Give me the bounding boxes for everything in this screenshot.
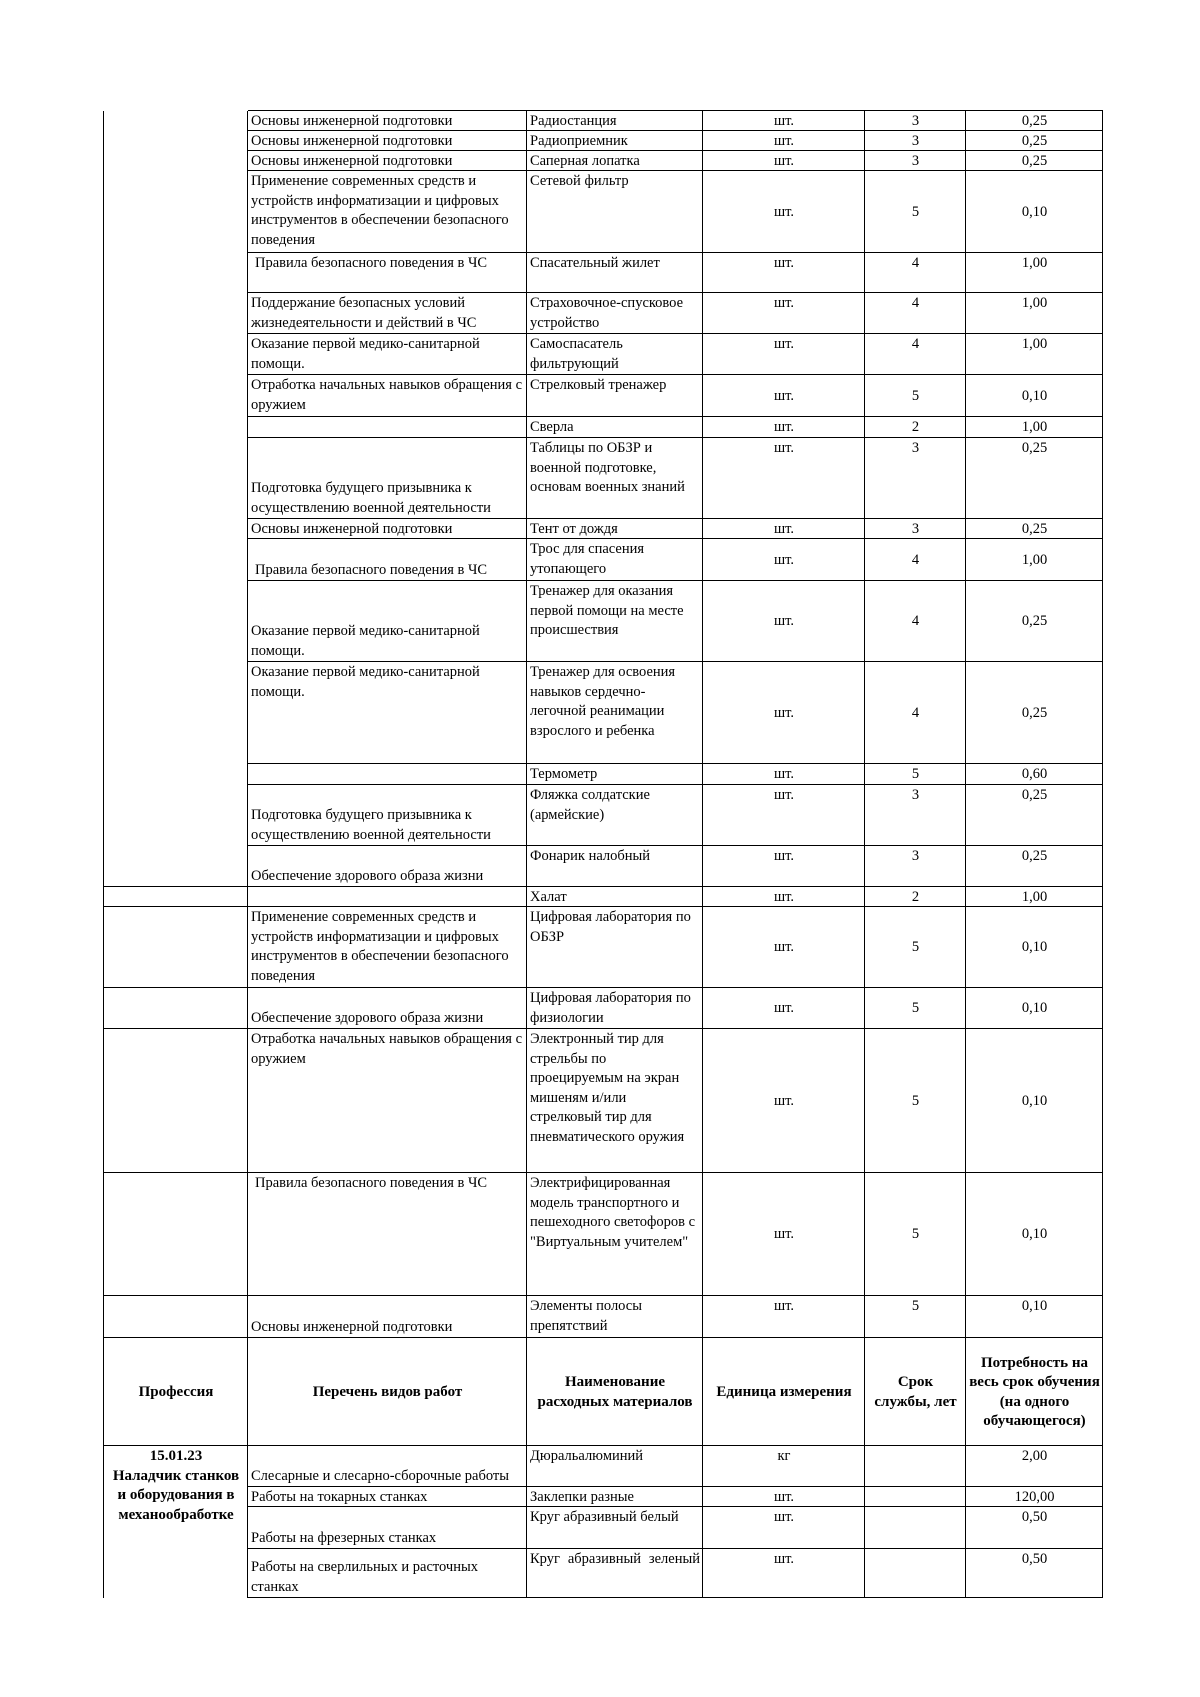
material-cell: Тент от дождя <box>530 521 618 537</box>
table-rule <box>702 111 703 1598</box>
unit-text: шт. <box>773 939 795 956</box>
material-cell: Таблицы по ОБЗР и военной подготовке, основам военных знаний <box>530 440 685 495</box>
material-cell: Элементы полосы препятствий <box>530 1298 642 1334</box>
unit-text: шт. <box>773 255 795 271</box>
need-cell <box>966 1487 1103 1507</box>
life-text: 2 <box>911 889 920 905</box>
profession-cell <box>104 1446 248 1598</box>
need-text: 0,25 <box>1021 787 1048 803</box>
material-cell: Страховочное-спусковое устройство <box>530 295 684 331</box>
unit-cell <box>703 1029 865 1173</box>
need-cell <box>966 417 1103 438</box>
works-cell <box>248 846 527 887</box>
table-rule <box>248 518 1103 519</box>
need-cell <box>966 1507 1103 1549</box>
work-type-text: Основы инженерной подготовки <box>251 521 453 537</box>
material-cell: Электронный тир для стрельбы по проецируемым на экран мишеням и/или стрелковый тир для пневматического оружия <box>530 1031 685 1145</box>
table-rule <box>248 1548 1103 1549</box>
work-type-text: Подготовка будущего призывника к осуществлению военной деятельности <box>251 807 491 843</box>
need-text: 2,00 <box>1021 1448 1048 1464</box>
table-rule <box>104 906 1103 907</box>
life-text: 5 <box>911 1092 920 1109</box>
unit-text: шт. <box>773 521 795 537</box>
work-type-text: Слесарные и слесарно-сборочные работы <box>251 1467 509 1484</box>
header-materials <box>527 1338 703 1446</box>
life-cell <box>865 988 966 1029</box>
need-text: 0,60 <box>1021 766 1048 782</box>
material-cell: Радиостанция <box>530 113 617 129</box>
table-rule <box>248 333 1103 334</box>
life-cell <box>865 662 966 764</box>
material-cell: Сетевой фильтр <box>530 173 629 189</box>
unit-text: шт. <box>773 613 795 630</box>
material-cell: Тренажер для освоения навыков сердечно-легочной реанимации взрослого и ребенка <box>530 664 676 739</box>
works-cell <box>248 907 527 988</box>
work-type-text: Оказание первой медико-санитарной помощи. <box>251 664 480 700</box>
unit-text: шт. <box>773 440 795 456</box>
work-type-text: Правила безопасного поведения в ЧС <box>255 1175 488 1191</box>
unit-text: шт. <box>773 1092 795 1109</box>
unit-cell <box>703 111 865 131</box>
material-cell: Сверла <box>530 419 574 435</box>
works-cell <box>248 581 527 662</box>
life-cell <box>865 334 966 375</box>
unit-text: шт. <box>773 1551 795 1567</box>
header-profession-text: Профессия <box>138 1383 214 1400</box>
need-cell <box>966 1549 1103 1598</box>
life-text: 4 <box>911 551 920 568</box>
unit-text: шт. <box>773 295 795 311</box>
need-text: 0,10 <box>1021 1000 1048 1017</box>
need-cell <box>966 785 1103 846</box>
unit-cell <box>703 988 865 1029</box>
works-cell <box>248 785 527 846</box>
work-type-text: Оказание первой медико-санитарной помощи. <box>251 623 480 659</box>
work-type-text: Основы инженерной подготовки <box>251 153 453 169</box>
unit-text: шт. <box>773 203 795 220</box>
works-cell <box>248 1507 527 1549</box>
need-text: 0,25 <box>1021 704 1048 721</box>
unit-cell <box>703 1296 865 1338</box>
material-cell: Трос для спасения утопающего <box>530 541 645 577</box>
unit-text: шт. <box>773 766 795 782</box>
need-text: 0,10 <box>1021 939 1048 956</box>
table-rule <box>864 111 865 1598</box>
life-text: 4 <box>911 295 920 311</box>
table-rule <box>248 437 1103 438</box>
unit-cell <box>703 539 865 581</box>
works-cell <box>248 1296 527 1338</box>
life-text: 2 <box>911 419 920 435</box>
works-cell <box>248 1029 527 1173</box>
unit-cell <box>703 1446 865 1487</box>
work-type-text: Обеспечение здорового образа жизни <box>251 1009 484 1026</box>
life-text: 5 <box>911 939 920 956</box>
unit-text: шт. <box>773 1298 795 1314</box>
header-unit <box>703 1338 865 1446</box>
need-text: 1,00 <box>1021 295 1048 311</box>
works-cell <box>248 1487 527 1507</box>
need-text: 1,00 <box>1021 255 1048 271</box>
need-cell <box>966 151 1103 171</box>
life-cell <box>865 846 966 887</box>
life-cell <box>865 785 966 846</box>
works-cell <box>248 417 527 438</box>
table-rule <box>248 784 1103 785</box>
need-cell <box>966 539 1103 581</box>
table-rule <box>248 845 1103 846</box>
header-works-text: Перечень видов работ <box>312 1383 463 1400</box>
life-cell <box>865 539 966 581</box>
life-cell <box>865 907 966 988</box>
unit-text: шт. <box>773 133 795 149</box>
material-cell: Фляжка солдатские (армейские) <box>530 787 650 823</box>
unit-text: шт. <box>773 889 795 905</box>
life-cell <box>865 764 966 785</box>
life-cell <box>865 111 966 131</box>
life-text: 3 <box>911 848 920 864</box>
material-cell: Радиоприемник <box>530 133 628 149</box>
life-cell <box>865 375 966 417</box>
need-cell <box>966 111 1103 131</box>
table-rule <box>104 1172 1103 1173</box>
need-text: 0,25 <box>1021 848 1048 864</box>
need-cell <box>966 293 1103 334</box>
table-rule <box>248 374 1103 375</box>
unit-text: шт. <box>773 153 795 169</box>
material-cell: Термометр <box>530 766 598 782</box>
work-type-text: Отработка начальных навыков обращения с оружием <box>251 377 523 413</box>
table-rule <box>104 1295 1103 1296</box>
table-rule <box>248 661 1103 662</box>
life-text: 5 <box>911 203 920 220</box>
need-text: 0,25 <box>1021 613 1048 630</box>
work-type-text: Работы на фрезерных станках <box>251 1529 437 1546</box>
profession-code: 15.01.23 <box>149 1448 203 1464</box>
need-text: 0,50 <box>1021 1509 1048 1525</box>
need-text: 1,00 <box>1021 419 1048 435</box>
need-text: 0,10 <box>1021 387 1048 404</box>
table-rule <box>104 1028 1103 1029</box>
header-need-text: Потребность на весь срок обучения (на одного обучающегося) <box>969 1354 1100 1429</box>
table-rule <box>248 110 1103 111</box>
life-cell <box>865 887 966 907</box>
header-life-text: Срок службы, лет <box>874 1374 957 1410</box>
table-rule <box>248 763 1103 764</box>
life-cell <box>865 1549 966 1598</box>
need-cell <box>966 907 1103 988</box>
table-rule <box>248 538 1103 539</box>
need-cell <box>966 988 1103 1029</box>
unit-cell <box>703 1549 865 1598</box>
header-need <box>966 1338 1103 1446</box>
table-rule <box>248 1506 1103 1507</box>
life-cell <box>865 151 966 171</box>
need-cell <box>966 519 1103 539</box>
life-cell <box>865 171 966 253</box>
table-rule <box>104 1337 1103 1338</box>
need-cell <box>966 1446 1103 1487</box>
material-cell: Саперная лопатка <box>530 153 640 169</box>
unit-cell <box>703 519 865 539</box>
works-cell <box>248 111 527 131</box>
life-cell <box>865 519 966 539</box>
works-cell <box>248 253 527 293</box>
table-rule <box>248 1597 1103 1598</box>
work-type-text: Основы инженерной подготовки <box>251 113 453 129</box>
table-rule <box>1102 111 1103 1598</box>
unit-cell <box>703 1507 865 1549</box>
need-cell <box>966 334 1103 375</box>
unit-cell <box>703 581 865 662</box>
need-text: 0,10 <box>1021 203 1048 220</box>
table-rule <box>247 111 248 1598</box>
need-cell <box>966 1296 1103 1338</box>
works-cell <box>248 662 527 764</box>
unit-text: шт. <box>773 1509 795 1525</box>
unit-cell <box>703 662 865 764</box>
need-text: 0,10 <box>1021 1226 1048 1243</box>
life-text: 5 <box>911 766 920 782</box>
life-cell <box>865 293 966 334</box>
unit-cell <box>703 785 865 846</box>
need-cell <box>966 171 1103 253</box>
material-cell: Тренажер для оказания первой помощи на месте происшествия <box>530 583 684 638</box>
life-text: 3 <box>911 153 920 169</box>
need-cell <box>966 846 1103 887</box>
unit-cell <box>703 151 865 171</box>
unit-cell <box>703 907 865 988</box>
works-cell <box>248 151 527 171</box>
works-cell <box>248 375 527 417</box>
table-rule <box>248 1486 1103 1487</box>
unit-text: шт. <box>773 551 795 568</box>
life-text: 4 <box>911 613 920 630</box>
need-text: 120,00 <box>1014 1489 1055 1505</box>
material-cell: Фонарик налобный <box>530 848 651 864</box>
life-text: 3 <box>911 440 920 456</box>
works-cell <box>248 988 527 1029</box>
unit-cell <box>703 1487 865 1507</box>
unit-text: шт. <box>773 1226 795 1243</box>
work-type-text: Работы на сверлильных и расточных станках <box>251 1559 478 1595</box>
table-rule <box>248 130 1103 131</box>
works-cell <box>248 764 527 785</box>
works-cell <box>248 171 527 253</box>
life-cell <box>865 1173 966 1296</box>
unit-text: шт. <box>773 336 795 352</box>
works-cell <box>248 519 527 539</box>
need-cell <box>966 131 1103 151</box>
works-cell <box>248 887 527 907</box>
unit-cell <box>703 1173 865 1296</box>
table-rule <box>103 111 104 1598</box>
table-rule <box>248 170 1103 171</box>
table-rule <box>104 886 1103 887</box>
work-type-text: Оказание первой медико-санитарной помощи. <box>251 336 480 372</box>
life-text: 5 <box>911 1000 920 1017</box>
life-cell <box>865 438 966 519</box>
need-text: 0,25 <box>1021 113 1048 129</box>
life-cell <box>865 581 966 662</box>
life-text: 3 <box>911 113 920 129</box>
need-text: 0,50 <box>1021 1551 1048 1567</box>
life-text: 3 <box>911 133 920 149</box>
need-cell <box>966 764 1103 785</box>
unit-cell <box>703 887 865 907</box>
work-type-text: Основы инженерной подготовки <box>251 133 453 149</box>
need-cell <box>966 581 1103 662</box>
need-text: 0,10 <box>1021 1298 1048 1314</box>
work-type-text: Применение современных средств и устройств информатизации и цифровых инструментов в обеспечении безопасного поведения <box>251 909 509 984</box>
table-rule <box>248 252 1103 253</box>
life-cell <box>865 253 966 293</box>
profession-name: Наладчик станков и оборудования в механообработке <box>112 1467 240 1523</box>
life-cell <box>865 417 966 438</box>
works-cell <box>248 1446 527 1487</box>
header-life <box>865 1338 966 1446</box>
life-text: 4 <box>911 255 920 271</box>
need-cell <box>966 662 1103 764</box>
unit-text: кг <box>777 1448 791 1464</box>
unit-text: шт. <box>773 704 795 721</box>
need-text: 0,10 <box>1021 1092 1048 1109</box>
header-unit-text: Единица измерения <box>716 1383 852 1400</box>
unit-text: шт. <box>773 1489 795 1505</box>
material-cell: Стрелковый тренажер <box>530 377 667 393</box>
unit-text: шт. <box>773 113 795 129</box>
work-type-text: Подготовка будущего призывника к осуществлению военной деятельности <box>251 480 491 516</box>
need-cell <box>966 375 1103 417</box>
life-cell <box>865 1487 966 1507</box>
life-text: 3 <box>911 521 920 537</box>
material-cell: Самоспасатель фильтрующий <box>530 336 623 372</box>
unit-cell <box>703 375 865 417</box>
life-cell <box>865 1296 966 1338</box>
unit-text: шт. <box>773 419 795 435</box>
works-cell <box>248 1549 527 1598</box>
table-rule <box>526 111 527 1598</box>
works-cell <box>248 131 527 151</box>
unit-cell <box>703 846 865 887</box>
header-works <box>248 1338 527 1446</box>
material-cell: Заклепки разные <box>530 1489 634 1505</box>
works-cell <box>248 438 527 519</box>
unit-text: шт. <box>773 787 795 803</box>
material-cell: Круг абразивный зеленый <box>530 1551 700 1567</box>
table-rule <box>965 111 966 1598</box>
table-rule <box>248 150 1103 151</box>
works-cell <box>248 1173 527 1296</box>
material-cell: Цифровая лаборатория по ОБЗР <box>530 909 691 945</box>
material-cell: Дюральалюминий <box>530 1448 644 1464</box>
work-type-text: Правила безопасного поведения в ЧС <box>255 561 488 578</box>
life-cell <box>865 1029 966 1173</box>
need-cell <box>966 1173 1103 1296</box>
material-cell: Электрифицированная модель транспортного и пешеходного светофоров с "Виртуальным учителем" <box>530 1175 696 1250</box>
life-cell <box>865 1446 966 1487</box>
life-cell <box>865 131 966 151</box>
table-rule <box>104 1445 1103 1446</box>
life-text: 3 <box>911 787 920 803</box>
unit-text: шт. <box>773 848 795 864</box>
work-type-text: Основы инженерной подготовки <box>251 1318 453 1335</box>
need-text: 0,25 <box>1021 521 1048 537</box>
table-rule <box>248 416 1103 417</box>
unit-cell <box>703 417 865 438</box>
header-profession <box>104 1338 248 1446</box>
need-text: 1,00 <box>1021 551 1048 568</box>
material-cell: Цифровая лаборатория по физиологии <box>530 990 691 1026</box>
unit-cell <box>703 171 865 253</box>
unit-cell <box>703 438 865 519</box>
life-text: 4 <box>911 336 920 352</box>
material-cell: Круг абразивный белый <box>530 1509 679 1525</box>
work-type-text: Отработка начальных навыков обращения с оружием <box>251 1031 523 1067</box>
need-cell <box>966 887 1103 907</box>
need-text: 1,00 <box>1021 336 1048 352</box>
work-type-text: Обеспечение здорового образа жизни <box>251 867 484 884</box>
unit-cell <box>703 764 865 785</box>
need-text: 0,25 <box>1021 133 1048 149</box>
need-text: 0,25 <box>1021 153 1048 169</box>
unit-cell <box>703 131 865 151</box>
material-cell: Халат <box>530 889 567 905</box>
need-cell <box>966 438 1103 519</box>
table-rule <box>248 580 1103 581</box>
unit-cell <box>703 253 865 293</box>
life-text: 4 <box>911 704 920 721</box>
unit-cell <box>703 334 865 375</box>
works-cell <box>248 539 527 581</box>
unit-text: шт. <box>773 1000 795 1017</box>
works-cell <box>248 293 527 334</box>
life-text: 5 <box>911 1226 920 1243</box>
work-type-text: Правила безопасного поведения в ЧС <box>255 255 488 271</box>
life-cell <box>865 1507 966 1549</box>
need-text: 0,25 <box>1021 440 1048 456</box>
table-rule <box>104 987 1103 988</box>
life-text: 5 <box>911 1298 920 1314</box>
life-text: 5 <box>911 387 920 404</box>
unit-cell <box>703 293 865 334</box>
work-type-text: Работы на токарных станках <box>251 1489 428 1505</box>
header-materials-text: Наименование расходных материалов <box>537 1374 693 1410</box>
need-text: 1,00 <box>1021 889 1048 905</box>
table-rule <box>248 292 1103 293</box>
work-type-text: Поддержание безопасных условий жизнедеятельности и действий в ЧС <box>251 295 477 331</box>
work-type-text: Применение современных средств и устройств информатизации и цифровых инструментов в обеспечении безопасного поведения <box>251 173 509 248</box>
works-cell <box>248 334 527 375</box>
need-cell <box>966 253 1103 293</box>
unit-text: шт. <box>773 387 795 404</box>
need-cell <box>966 1029 1103 1173</box>
material-cell: Спасательный жилет <box>530 255 660 271</box>
